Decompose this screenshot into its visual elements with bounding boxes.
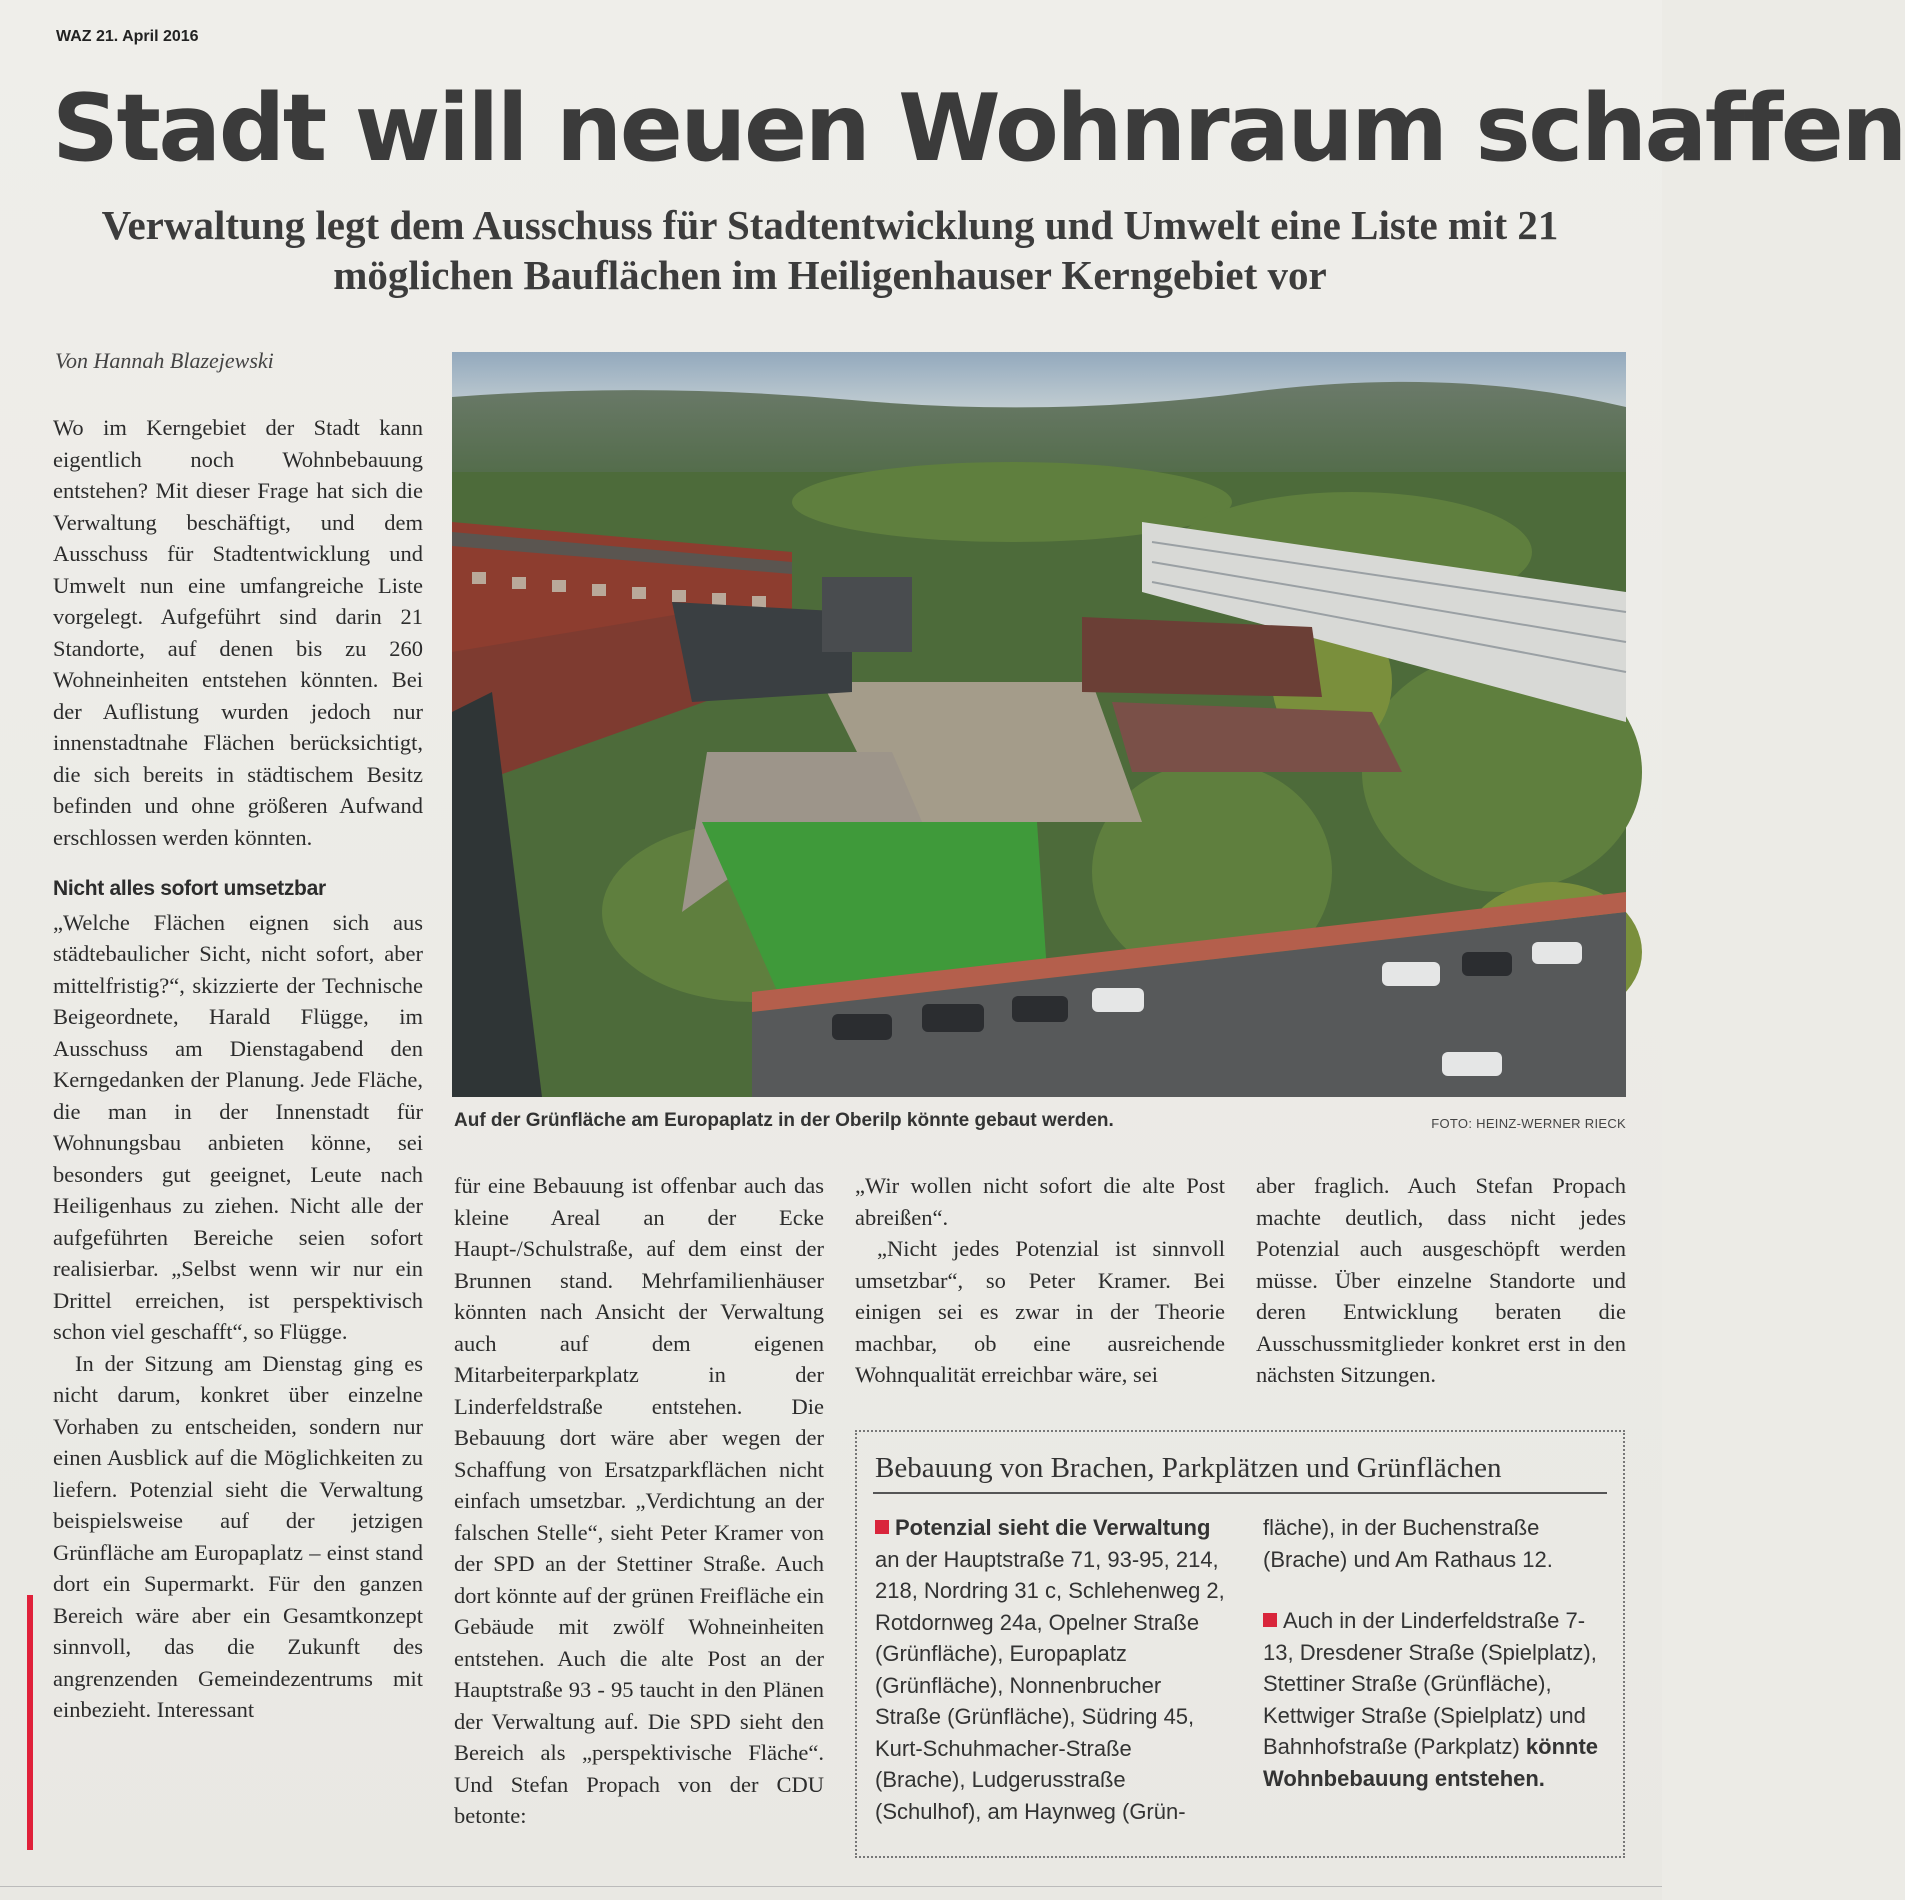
article-paragraph: für eine Bebauung ist offenbar auch das kleine Areal an der Ecke Haupt-/Schulstraße, auf dem einst der Brunnen stand. Mehrfamilienhäuser könnten nach Ansicht der Verwaltung auch auf dem eigenen Mitarbeiterparkplatz in der Linderfeldstraße entstehen. Die Bebauung dort wäre aber wegen der Schaffung von Ersatzparkflächen nicht einfach umsetzbar. „Verdichtung an der falschen Stelle“, sieht Peter Kramer von der SPD an der Stettiner Straße. Auch dort könnte auf der grünen Freifläche ein Gebäude mit zwölf Wohneinheiten entstehen. Auch die alte Post an der Hauptstraße 93 - 95 taucht in den Plänen der Verwaltung auf. Die SPD sieht den Bereich als „perspektivische Fläche“. Und Stefan Propach von der CDU betonte:: [454, 1173, 824, 1828]
subheadline: Verwaltung legt dem Ausschuss für Stadtentwicklung und Umwelt eine Liste mit 21 möglichen Bauflächen im Heiligenhauser Kerngebiet vor: [101, 202, 1559, 298]
photo-caption: Auf der Grünfläche am Europaplatz in der Oberilp könnte gebaut werden.: [454, 1110, 1114, 1131]
article-column-4: [1256, 1170, 1626, 1391]
page-bottom-rule: [0, 1886, 1662, 1887]
info-box: [855, 1430, 1625, 1858]
article-column-1: [53, 412, 423, 1726]
info-item-emphasis: könnte Wohnbebauung entstehen.: [1263, 1734, 1599, 1791]
article-paragraph: aber fraglich. Auch Stefan Propach machte deutlich, dass nicht jedes Potenzial auch ausgeschöpft werden müsse. Über einzelne Standorte und deren Entwicklung beraten die Ausschussmitglieder konkret erst in den nächsten Sitzungen.: [1256, 1173, 1626, 1387]
article-paragraph: „Nicht jedes Potenzial ist sinnvoll umsetzbar“, so Peter Kramer. Bei einigen sei es zwar in der Theorie machbar, ob eine ausreichende Wohnqualität erreichbar wäre, sei: [855, 1236, 1225, 1387]
article-paragraph: „Welche Flächen eignen sich aus städtebaulicher Sicht, nicht sofort, aber mittelfristig?“, skizzierte der Technische Beigeordnete, Harald Flügge, im Ausschuss am Dienstagabend den Kerngedanken der Planung. Jede Fläche, die man in der Innenstadt für Wohnungsbau anbieten könne, sei besonders gut geeignet, Leute nach Heiligenhaus zu ziehen. Nicht alle der aufgeführten Bereiche seien sofort realisierbar. „Selbst wenn wir nur ein Drittel erreichen, ist perspektivisch schon viel geschafft“, so Flügge.: [53, 909, 423, 1344]
source-date: WAZ 21. April 2016: [56, 28, 199, 45]
photo-credit: FOTO: HEINZ-WERNER RIECK: [1431, 1116, 1626, 1131]
info-item-text: Auch in der Linderfeldstraße 7-13, Dresdener Straße (Spielplatz), Stettiner Straße (Grünfläche), Kettwiger Straße (Spielplatz) und Bahnhofstraße (Parkplatz): [1263, 1608, 1597, 1759]
aerial-photo-illustration: [452, 352, 1626, 1097]
red-margin-marker: [27, 1595, 33, 1850]
red-square-bullet-icon: [875, 1520, 889, 1534]
headline: Stadt will neuen Wohnraum schaffen: [52, 74, 1905, 182]
article-paragraph: In der Sitzung am Dienstag ging es nicht darum, konkret über einzelne Vorhaben zu entscheiden, sondern nur einen Ausblick auf die Möglichkeiten zu liefern. Potenzial sieht die Verwaltung beispielsweise auf der jetzigen Grünfläche am Europaplatz – einst stand dort ein Supermarkt. Für den ganzen Bereich wäre aber ein Gesamtkonzept sinnvoll, das die Zukunft des angrenzenden Gemeindezentrums mit einbezieht. Interessant: [53, 1350, 423, 1722]
article-photo: [452, 352, 1626, 1097]
info-box-column-1: [875, 1512, 1225, 1827]
info-box-column-2: [1263, 1512, 1613, 1794]
article-column-2: [454, 1170, 824, 1832]
section-subtitle: Nicht alles sofort umsetzbar: [53, 877, 326, 900]
red-square-bullet-icon: [1263, 1613, 1277, 1627]
article-column-3: [855, 1170, 1225, 1391]
info-box-divider: [873, 1492, 1607, 1494]
info-item-text: fläche), in der Buchenstraße (Brache) und Am Rathaus 12.: [1263, 1515, 1553, 1572]
article-paragraph: Wo im Kerngebiet der Stadt kann eigentlich noch Wohnbebauung entstehen? Mit dieser Frage hat sich die Verwaltung beschäftigt, und dem Ausschuss für Stadtentwicklung und Umwelt nun eine umfangreiche Liste vorgelegt. Aufgeführt sind darin 21 Standorte, auf denen bis zu 260 Wohneinheiten entstehen könnten. Bei der Auflistung wurden jedoch nur innenstadtnahe Flächen berücksichtigt, die sich bereits in städtischem Besitz befinden und ohne größeren Aufwand erschlossen werden könnten.: [53, 415, 423, 850]
info-item-heading: Potenzial sieht die Verwaltung: [895, 1515, 1211, 1540]
info-box-title: Bebauung von Brachen, Parkplätzen und Grünflächen: [875, 1452, 1502, 1484]
author-byline: Von Hannah Blazejewski: [55, 348, 274, 373]
article-paragraph: „Wir wollen nicht sofort die alte Post abreißen“.: [855, 1173, 1225, 1230]
info-item-text: an der Hauptstraße 71, 93-95, 214, 218, Nordring 31 c, Schlehenweg 2, Rotdornweg 24a, Opelner Straße (Grünfläche), Europaplatz (Grünfläche), Nonnenbrucher Straße (Grünfläche), Südring 45, Kurt-Schuhmacher-Straße (Brache), Ludgerusstraße (Schulhof), am Haynweg (Grün-: [875, 1546, 1225, 1824]
